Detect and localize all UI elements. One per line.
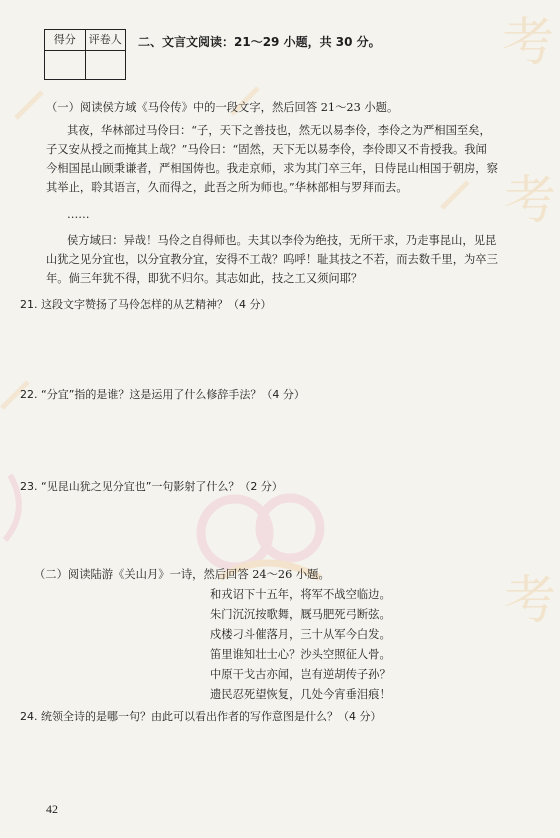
grader-cell <box>86 51 126 80</box>
passage-ellipsis: …… <box>67 208 90 221</box>
svg-text:考: 考 <box>502 13 555 73</box>
question-21: 21. 这段文字赞扬了马伶怎样的从艺精神？（4 分） <box>20 298 272 311</box>
grader-label: 评卷人 <box>88 33 122 46</box>
score-table <box>44 29 126 80</box>
watermark-logo-orange-2 <box>500 160 560 240</box>
passage-line: 其夜，华林部过马伶曰：“子，天下之善技也，然无以易李伶，李伶之为严相国至矣， <box>67 124 491 137</box>
poem-line: 戍楼刁斗催落月，三十从军今白发。 <box>210 628 391 641</box>
poem-line: 和戎诏下十五年，将军不战空临边。 <box>210 588 391 601</box>
question-23: 23. “见昆山犹之见分宜也”一句影射了什么？（2 分） <box>20 480 283 493</box>
poem-line: 中原干戈古亦闻，岂有逆胡传子孙？ <box>210 668 391 681</box>
watermark-arrow-3 <box>440 180 470 210</box>
question-22: 22. “分宜”指的是谁？这是运用了什么修辞手法？（4 分） <box>20 388 305 401</box>
question-24: 24. 统领全诗的是哪一句？由此可以看出作者的写作意图是什么？（4 分） <box>20 710 382 723</box>
passage-line: 子又安从授之而掩其上哉？”马伶曰：“固然，天下无以易李伶，李伶即又不肯授我。我闻 <box>46 143 487 156</box>
poem-line: 朱门沉沉按歌舞，厩马肥死弓断弦。 <box>210 608 391 621</box>
passage-line: 侯方域曰：异哉！马伶之自得师也。夫其以李伶为绝技，无所干求，乃走事昆山，见昆 <box>67 234 497 247</box>
section-heading: 二、文言文阅读：21～29 小题，共 30 分。 <box>138 35 381 49</box>
page-number: 42 <box>46 802 58 816</box>
passage-line: 年。倘三年犹不得，即犹不归尔。其志如此，技之工又须问耶？ <box>46 272 363 285</box>
poem-line: 遗民忍死望恢复，几处今宵垂泪痕！ <box>210 688 391 701</box>
score-label: 得分 <box>45 30 86 50</box>
part1-intro: （一）阅读侯方域《马伶传》中的一段文字，然后回答 21～23 小题。 <box>46 101 399 114</box>
svg-text:考: 考 <box>504 171 557 231</box>
part2-intro: （二）阅读陆游《关山月》一诗，然后回答 24～26 小题。 <box>34 568 330 581</box>
passage-line: 今相国昆山顾秉谦者，严相国俦也。我走京师，求为其门卒三年，日侍昆山相国于朝房，察 <box>46 162 498 175</box>
passage-line: 山犹之见分宜也，以分宜教分宜，安得不工哉？呜呼！耻其技之不若，而去数千里，为卒三 <box>46 253 498 266</box>
poem-line: 笛里谁知壮士心？沙头空照征人骨。 <box>210 648 391 661</box>
watermark-arrow-1 <box>14 90 44 120</box>
score-cell <box>45 51 86 80</box>
svg-text:考: 考 <box>504 571 557 631</box>
watermark-logo-orange <box>498 0 560 140</box>
passage-line: 其举止，聆其语言，久而得之，此吾之所为师也。”华林部相与罗拜而去。 <box>46 181 408 194</box>
watermark-logo-orange-3 <box>500 560 560 640</box>
